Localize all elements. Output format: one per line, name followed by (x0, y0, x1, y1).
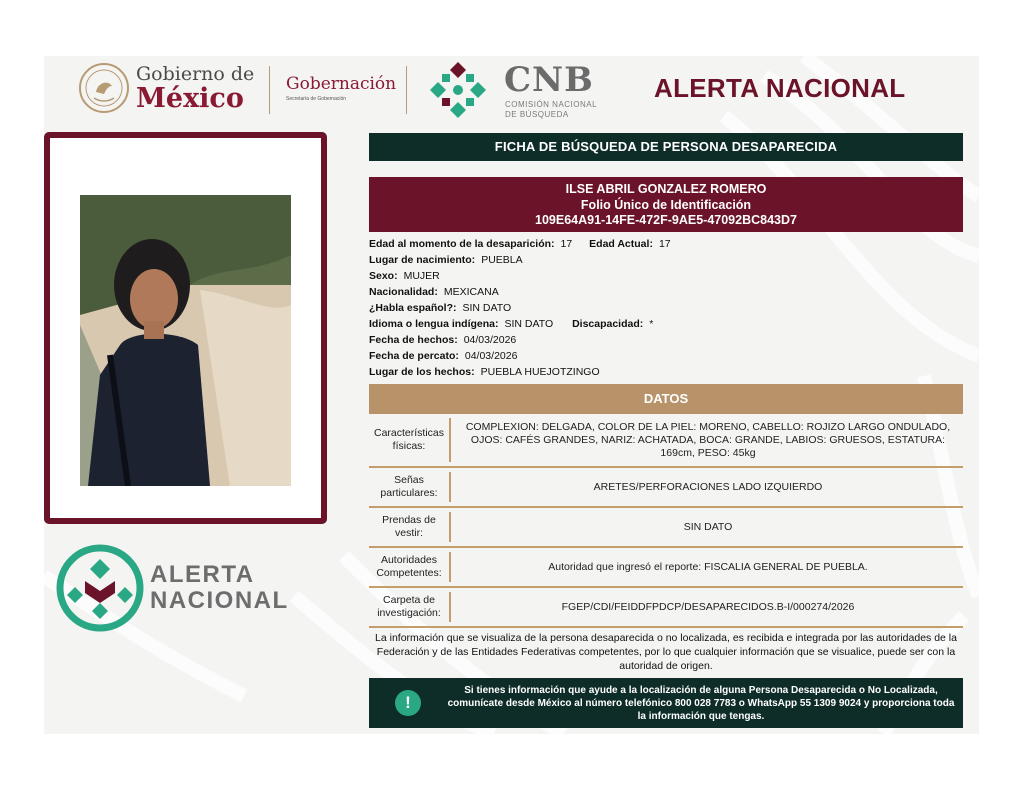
info-row-idioma (369, 318, 653, 334)
info-row-lugar-hechos (369, 366, 600, 382)
info-row-edad (369, 238, 671, 254)
fecha-hechos-label: Fecha de hechos: (369, 334, 458, 346)
gobierno-de-mexico-logo (136, 64, 266, 114)
habla-espanol-label: ¿Habla español?: (369, 302, 457, 314)
prendas-value: SIN DATO (683, 520, 733, 533)
folio-label: Folio Único de Identificación (580, 197, 752, 212)
datos-title-band: DATOS (369, 384, 963, 414)
autoridades-value: Autoridad que ingresó el reporte: FISCALIA GENERAL DE PUEBLA. (548, 560, 868, 573)
carpeta-label: Carpeta de investigación: (377, 594, 441, 619)
header-divider (406, 66, 407, 114)
cnb-title: CNB (504, 60, 594, 100)
table-row (369, 468, 963, 508)
table-row (369, 548, 963, 588)
fecha-percato-label: Fecha de percato: (369, 350, 459, 362)
edad-desaparicion-value: 17 (560, 238, 573, 250)
alerta-nacional-title: ALERTA NACIONAL (654, 73, 906, 103)
edad-actual-label: Edad Actual: (589, 238, 653, 250)
column-divider (449, 552, 451, 582)
sexo-value: MUJER (403, 270, 440, 282)
alerta-nacional-logo-text (150, 562, 289, 614)
table-row (369, 414, 963, 468)
discapacidad-value: * (649, 318, 654, 330)
table-row (369, 588, 963, 628)
edad-actual-value: 17 (658, 238, 671, 250)
cnb-subtitle-line2: DE BÚSQUEDA (505, 110, 569, 119)
senas-value: ARETES/PERFORACIONES LADO IZQUIERDO (593, 480, 823, 493)
alerta-nacional-logo-icon (55, 543, 145, 633)
fecha-percato-value: 04/03/2026 (464, 350, 518, 362)
info-row-nacionalidad (369, 286, 499, 302)
info-row-sexo (369, 270, 440, 286)
column-divider (449, 472, 451, 502)
senas-label: Señas particulares: (380, 474, 438, 499)
nacionalidad-value: MEXICANA (443, 286, 499, 298)
column-divider (449, 512, 451, 542)
edad-desaparicion-label: Edad al momento de la desaparición: (369, 238, 555, 250)
person-photo (80, 195, 291, 486)
alerta-logo-line2: NACIONAL (150, 587, 289, 614)
caracteristicas-label: Características físicas: (373, 427, 445, 452)
cnb-subtitle (505, 100, 625, 120)
column-divider (449, 418, 451, 462)
prendas-label: Prendas de vestir: (382, 514, 436, 539)
autoridades-label: Autoridades Competentes: (376, 554, 442, 579)
contact-text: Si tienes información que ayude a la localización de alguna Persona Desaparecida o No Localizada, comunícate desde México al número telefónico 800 028 7783 o WhatsApp 55 1309 9024 y proporciona toda la información que tengas. (447, 685, 955, 722)
gobernacion-sublabel: Secretaría de Gobernación (286, 96, 347, 102)
alerta-logo-line1: ALERTA (150, 561, 255, 588)
ficha-title-band: FICHA DE BÚSQUEDA DE PERSONA DESAPARECIDA (369, 133, 963, 161)
cnb-logo-icon (420, 60, 496, 120)
idioma-label: Idioma o lengua indígena: (369, 318, 499, 330)
disclaimer-text: La información que se visualiza de la persona desaparecida o no localizada, es recibida e integrada por las autoridades de la Federación y de las Entidades Federativas competentes, por lo que cualquier información que se visualice, puede ser con la autoridad de origen. (375, 632, 957, 672)
info-row-habla-espanol (369, 302, 511, 318)
caracteristicas-value: COMPLEXION: DELGADA, COLOR DE LA PIEL: MORENO, CABELLO: ROJIZO LARGO ONDULADO, OJOS: CAFÉS GRANDES, NARIZ: ACHATADA, BOCA: GRANDE, LABIOS: GRUESOS, ESTATURA: 169cm, PESO: 45kg (465, 420, 951, 459)
folio-value: 109E64A91-14FE-472F-9AE5-47092BC843D7 (535, 213, 797, 227)
gobierno-label: Gobierno de (136, 63, 255, 85)
info-row-fecha-percato (369, 350, 517, 366)
header-divider (269, 66, 270, 114)
idioma-value: SIN DATO (504, 318, 554, 330)
contact-band (369, 678, 963, 728)
exclamation-icon: ! (395, 690, 421, 716)
info-row-fecha-hechos (369, 334, 516, 350)
gobernacion-label: Gobernación (286, 74, 397, 94)
discapacidad-label: Discapacidad: (572, 318, 644, 330)
carpeta-value: FGEP/CDI/FEIDDFPDCP/DESAPARECIDOS.B-I/000274/2026 (561, 600, 855, 613)
person-name: ILSE ABRIL GONZALEZ ROMERO (565, 182, 767, 196)
person-name-band (369, 177, 963, 232)
header (44, 56, 979, 124)
lugar-hechos-label: Lugar de los hechos: (369, 366, 475, 378)
fecha-hechos-value: 04/03/2026 (463, 334, 517, 346)
sexo-label: Sexo: (369, 270, 398, 282)
lugar-nacimiento-label: Lugar de nacimiento: (369, 254, 476, 266)
lugar-nacimiento-value: PUEBLA (481, 254, 523, 266)
info-row-lugar-nacimiento (369, 254, 523, 270)
mexico-label: México (136, 83, 244, 114)
cnb-subtitle-line1: COMISIÓN NACIONAL (505, 100, 598, 109)
photo-frame (44, 132, 327, 524)
column-divider (449, 592, 451, 622)
lugar-hechos-value: PUEBLA HUEJOTZINGO (480, 366, 600, 378)
mexico-seal-icon (78, 62, 130, 114)
nacionalidad-label: Nacionalidad: (369, 286, 438, 298)
table-row (369, 508, 963, 548)
habla-espanol-value: SIN DATO (462, 302, 512, 314)
